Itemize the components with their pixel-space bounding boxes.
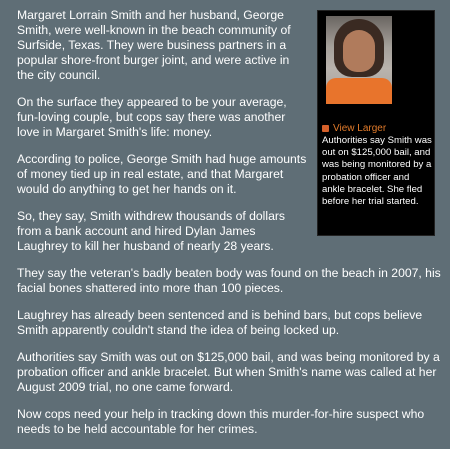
article-paragraph: So, they say, Smith withdrew thousands of dollars from a bank account and hired Dylan James Laughrey to kill her husband of nearly 28 years. [17, 209, 286, 253]
mugshot-photo[interactable] [326, 16, 392, 104]
view-larger-link[interactable] [322, 123, 386, 134]
article-paragraph: They say the veteran's badly beaten body was found on the beach in 2007, his facial bones shattered into more than 100 pieces. [17, 266, 441, 295]
arrow-icon [322, 125, 329, 132]
view-larger-label: View Larger [333, 123, 387, 134]
article-paragraph: Laughrey has already been sentenced and is behind bars, but cops believe Smith apparently couldn't stand the idea of being locked up. [17, 308, 423, 337]
article-paragraph: On the surface they appeared to be your average, fun-loving couple, but cops say there was another love in Margaret Smith's life: money. [17, 95, 287, 139]
article-paragraph: Margaret Lorrain Smith and her husband, George Smith, were well-known in the beach community of Surfside, Texas. They were business partners in a popular shore-front burger joint, and were active in the city council. [17, 8, 291, 82]
photo-face [343, 30, 375, 72]
mugshot-sidebar [317, 10, 435, 236]
article-paragraph: Now cops need your help in tracking down this murder-for-hire suspect who needs to be held accountable for her crimes. [17, 407, 425, 436]
article-paragraph: Authorities say Smith was out on $125,000 bail, and was being monitored by a probation officer and ankle bracelet. But when Smith's name was called at her August 2009 trial, no one came forward. [17, 350, 440, 394]
article-paragraph: According to police, George Smith had huge amounts of money tied up in real estate, and that Margaret would do anything to get her hands on it. [17, 152, 307, 196]
photo-shirt [326, 78, 392, 104]
photo-caption: Authorities say Smith was out on $125,000 bail, and was being monitored by a probation officer and ankle bracelet. She fled before her trial started. [322, 135, 432, 208]
